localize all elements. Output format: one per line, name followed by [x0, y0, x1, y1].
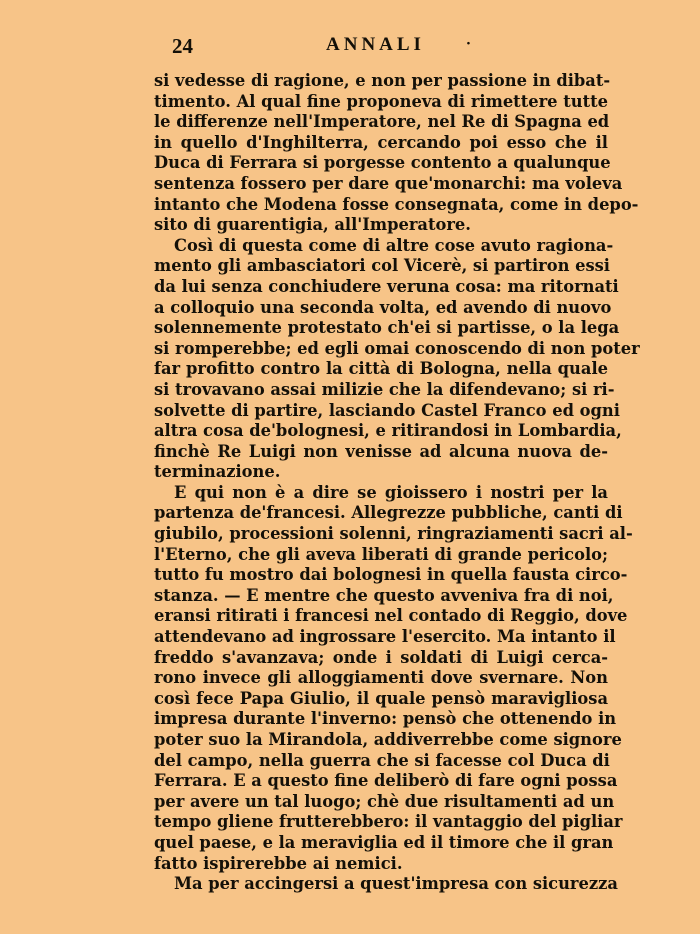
text-line: si trovavano assai milizie che la difendevano; si ri- — [154, 379, 615, 399]
text-line: far profitto contro la città di Bologna, nella quale — [154, 359, 608, 379]
text-line: quel paese, e la meraviglia ed il timore che il gran — [154, 832, 614, 852]
text-line: finchè Re Luigi non venisse ad alcuna nuova de- — [154, 441, 608, 461]
text-line: partenza de'francesi. Allegrezze pubbliche, canti di — [154, 503, 623, 523]
text-line: solvette di partire, lasciando Castel Franco ed ogni — [154, 400, 620, 420]
body-text — [154, 71, 640, 895]
text-line: terminazione. — [154, 462, 281, 482]
text-line: da lui senza conchiudere veruna cosa: ma ritornati — [154, 276, 619, 296]
text-line: fatto ispirerebbe ai nemici. — [154, 853, 403, 873]
text-line: intanto che Modena fosse consegnata, come in depo- — [154, 194, 639, 214]
text-line: Duca di Ferrara si porgesse contento a qualunque — [154, 153, 611, 173]
page-header — [154, 30, 608, 60]
text-line: poter suo la Mirandola, addiverrebbe come signore — [154, 730, 622, 749]
paragraph — [154, 71, 639, 236]
page-number: 24 — [172, 34, 193, 58]
running-title: ANNALI — [326, 34, 425, 55]
text-line: sentenza fossero per dare que'monarchi: ma voleva — [154, 173, 623, 193]
text-line: sito di guarentigia, all'Imperatore. — [154, 215, 471, 235]
text-line: tempo gliene frutterebbero: il vantaggio del pigliar — [154, 812, 623, 832]
text-line: giubilo, processioni solenni, ringraziamenti sacri al- — [154, 524, 633, 544]
text-line: così fece Papa Giulio, il quale pensò maravigliosa — [154, 688, 608, 708]
text-line: le differenze nell'Imperatore, nel Re di Spagna ed — [154, 112, 610, 132]
header-mark: · — [466, 36, 471, 52]
text-line: rono invece gli alloggiamenti dove svernare. Non — [154, 668, 608, 688]
text-line: eransi ritirati i francesi nel contado di Reggio, dove — [154, 606, 628, 626]
text-line: del campo, nella guerra che si facesse col Duca di — [154, 750, 610, 770]
text-line: attendevano ad ingrossare l'esercito. Ma intanto il — [154, 627, 616, 647]
paragraph — [154, 235, 640, 483]
text-line: per avere un tal luogo; chè due risultamenti ad un — [154, 791, 615, 811]
text-line: altra cosa de'bolognesi, e ritirandosi in Lombardia, — [154, 421, 622, 441]
text-line: timento. Al qual fine proponeva di rimettere tutte — [154, 91, 608, 111]
text-line: si romperebbe; ed egli omai conoscendo di non poter — [154, 338, 640, 358]
text-line: Ferrara. E a questo fine deliberò di fare ogni possa — [154, 771, 618, 791]
text-line: mento gli ambasciatori col Vicerè, si partiron essi — [154, 256, 610, 276]
text-line: Così di questa come di altre cose avuto ragiona- — [174, 235, 614, 255]
text-line: tutto fu mostro dai bolognesi in quella fausta circo- — [154, 565, 628, 585]
text-line: E qui non è a dire se gioissero i nostri per la — [174, 482, 608, 502]
text-line: impresa durante l'inverno: pensò che ottenendo in — [154, 709, 617, 729]
text-line: stanza. — E mentre che questo avveniva fra di noi, — [154, 585, 614, 605]
paragraph — [154, 482, 633, 874]
paragraph — [154, 874, 618, 895]
text-line: in quello d'Inghilterra, cercando poi esso che il — [154, 132, 608, 152]
text-line: l'Eterno, che gli aveva liberati di grande pericolo; — [154, 544, 608, 564]
text-line: freddo s'avanzava; onde i soldati di Luigi cerca- — [154, 647, 608, 667]
text-line: solennemente protestato ch'ei si partisse, o la lega — [154, 318, 620, 338]
text-line: si vedesse di ragione, e non per passione in dibat- — [154, 71, 611, 90]
text-line: a colloquio una seconda volta, ed avendo di nuovo — [154, 297, 612, 317]
text-line: Ma per accingersi a quest'impresa con sicurezza — [174, 874, 618, 894]
